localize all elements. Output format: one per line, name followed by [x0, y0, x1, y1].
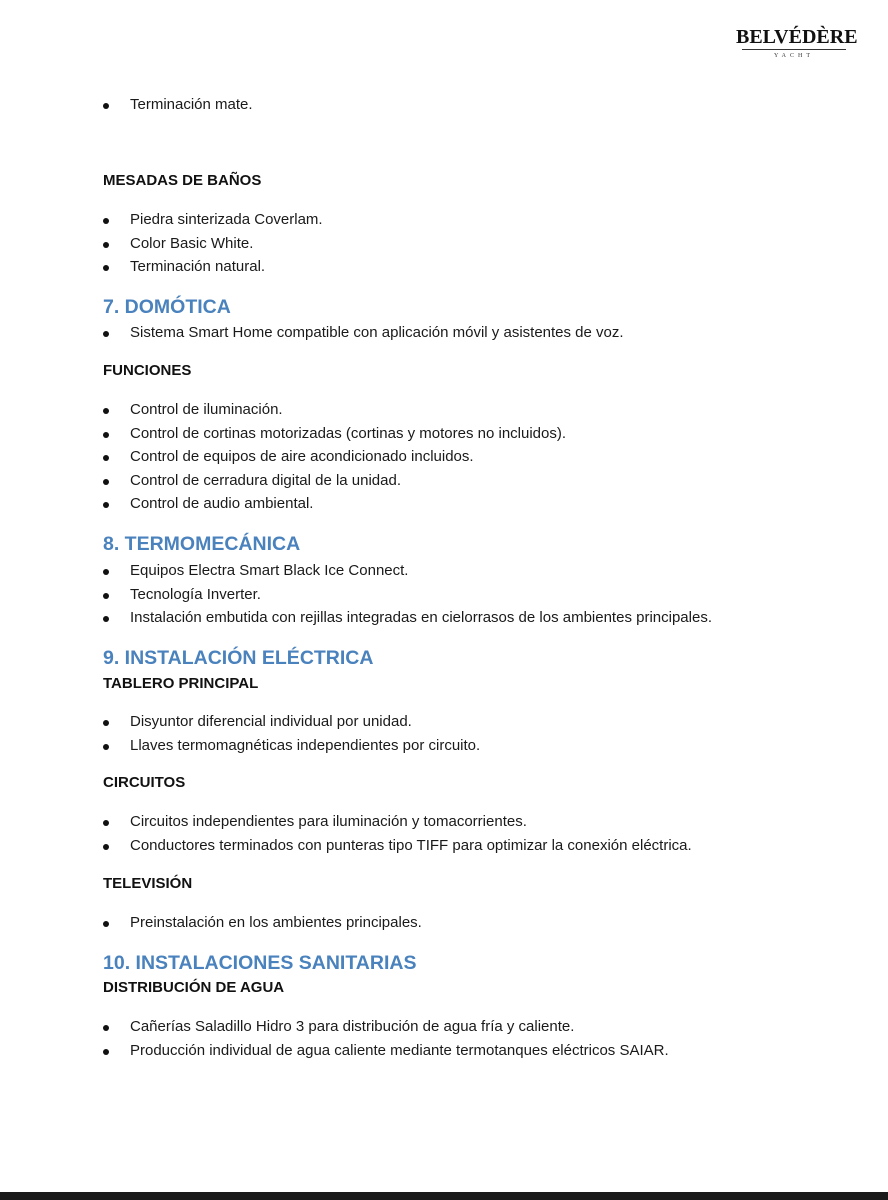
list-item: Llaves termomagnéticas independientes por circuito.: [0, 734, 480, 758]
list-item: Disyuntor diferencial individual por unidad.: [0, 710, 480, 734]
brand-logo-name: BELVÉDÈRE: [736, 26, 858, 48]
bottom-bar: [0, 1192, 888, 1200]
bullet-list-tablero: [0, 710, 480, 757]
brand-logo-sub: YACHT: [773, 53, 814, 59]
subheading-television: TELEVISIÓN: [103, 875, 193, 892]
bullet-list-mesadas: [0, 208, 323, 279]
subheading-mesadas: MESADAS DE BAÑOS: [103, 172, 262, 189]
list-item: Equipos Electra Smart Black Ice Connect.: [0, 559, 712, 583]
bullet-list-finish: [0, 93, 253, 117]
list-item: Producción individual de agua caliente mediante termotanques eléctricos SAIAR.: [0, 1039, 669, 1063]
list-item: Conductores terminados con punteras tipo TIFF para optimizar la conexión eléctrica.: [0, 834, 692, 858]
list-item: Preinstalación en los ambientes principales.: [0, 911, 422, 935]
subheading-funciones: FUNCIONES: [103, 362, 192, 379]
section-title-sanitarias: 10. INSTALACIONES SANITARIAS: [103, 952, 417, 974]
list-item: Control de cerradura digital de la unidad.: [0, 469, 566, 493]
list-item: Piedra sinterizada Coverlam.: [0, 208, 323, 232]
list-item: Instalación embutida con rejillas integradas en cielorrasos de los ambientes principales.: [0, 606, 712, 630]
bullet-list-domotica: [0, 321, 624, 345]
list-item: Tecnología Inverter.: [0, 583, 712, 607]
list-item: Terminación natural.: [0, 255, 323, 279]
subheading-circuitos: CIRCUITOS: [103, 774, 186, 791]
list-item: Control de cortinas motorizadas (cortinas y motores no incluidos).: [0, 422, 566, 446]
bullet-list-funciones: [0, 398, 566, 516]
list-item: Color Basic White.: [0, 232, 323, 256]
section-title-termomecanica: 8. TERMOMECÁNICA: [103, 533, 301, 555]
bullet-list-circuitos: [0, 810, 692, 857]
list-item: Terminación mate.: [0, 93, 253, 117]
list-item: Circuitos independientes para iluminación y tomacorrientes.: [0, 810, 692, 834]
brand-logo-rule: [742, 49, 846, 50]
bullet-list-termomecanica: [0, 559, 712, 630]
list-item: Control de audio ambiental.: [0, 492, 566, 516]
subheading-tablero: TABLERO PRINCIPAL: [103, 675, 259, 692]
brand-logo: [736, 26, 858, 60]
subheading-agua: DISTRIBUCIÓN DE AGUA: [103, 979, 285, 996]
bullet-list-agua: [0, 1015, 669, 1062]
section-title-electrica: 9. INSTALACIÓN ELÉCTRICA: [103, 647, 374, 669]
list-item: Control de equipos de aire acondicionado incluidos.: [0, 445, 566, 469]
list-item: Control de iluminación.: [0, 398, 566, 422]
list-item: Sistema Smart Home compatible con aplicación móvil y asistentes de voz.: [0, 321, 624, 345]
list-item: Cañerías Saladillo Hidro 3 para distribución de agua fría y caliente.: [0, 1015, 669, 1039]
bullet-list-television: [0, 911, 422, 935]
section-title-domotica: 7. DOMÓTICA: [103, 296, 231, 318]
